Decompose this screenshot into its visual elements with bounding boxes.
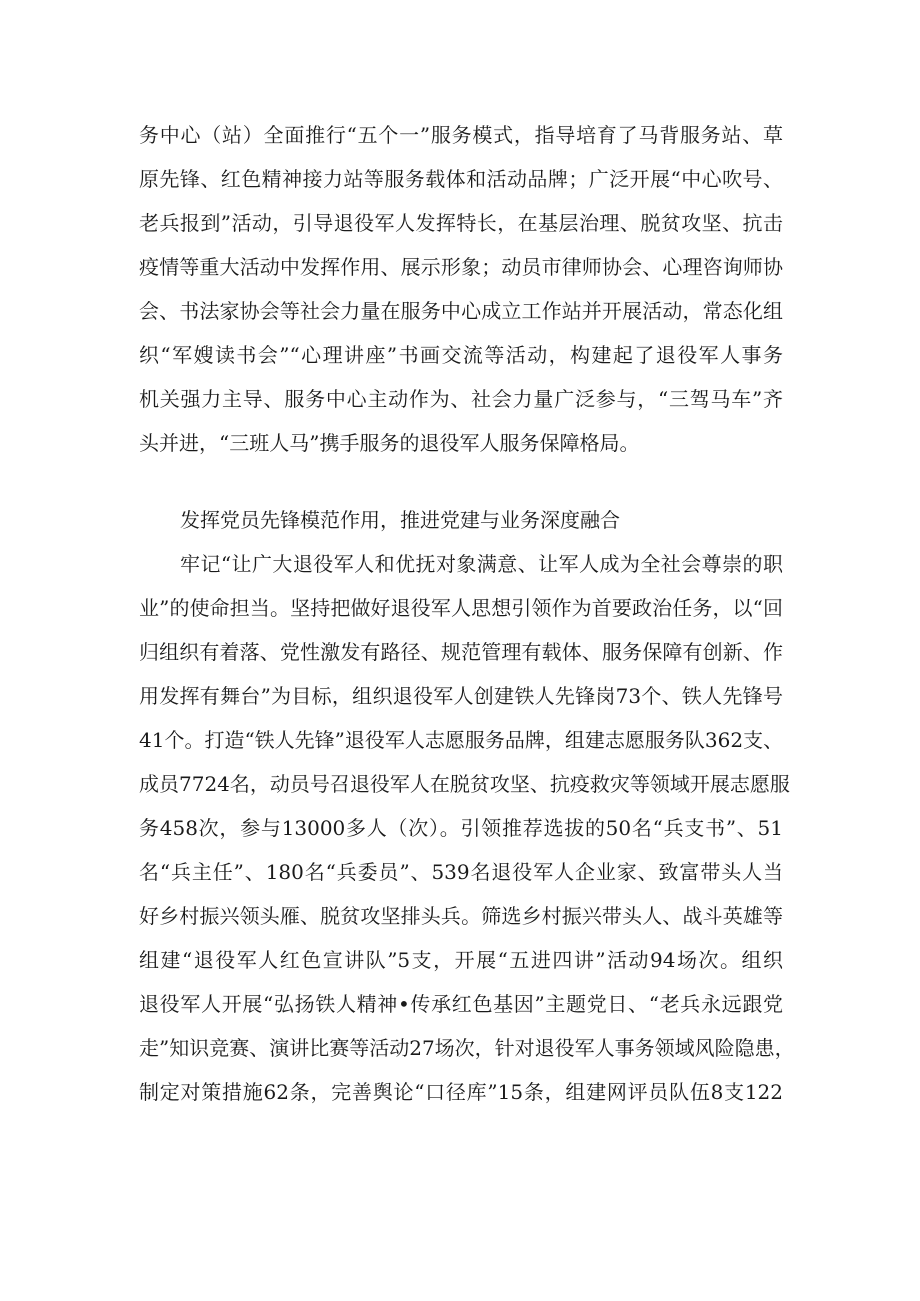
paragraph-1-line-4: 疫情等重大活动中发挥作用、展示形象；动员市律师协会、心理咨询师协 — [139, 255, 783, 279]
paragraph-1-line-6: 织“军嫂读书会”“心理讲座”书画交流等活动，构建起了退役军人事务 — [139, 343, 783, 367]
paragraph-2-line-2: 业”的使命担当。坚持把做好退役军人思想引领作为首要政治任务，以“回 — [139, 596, 783, 620]
paragraph-1-line-5: 会、书法家协会等社会力量在服务中心成立工作站并开展活动，常态化组 — [139, 299, 783, 323]
paragraph-2-line-9: 好乡村振兴领头雁、脱贫攻坚排头兵。筛选乡村振兴带头人、战斗英雄等 — [139, 904, 783, 928]
paragraph-2-line-11: 退役军人开展“弘扬铁人精神•传承红色基因”主题党日、“老兵永远跟党 — [139, 992, 783, 1016]
paragraph-2-line-1: 牢记“让广大退役军人和优抚对象满意、让军人成为全社会尊崇的职 — [180, 552, 783, 576]
paragraph-2-line-10: 组建“退役军人红色宣讲队”5支，开展“五进四讲”活动94场次。组织 — [139, 948, 783, 972]
paragraph-2-line-7: 务458次，参与13000多人（次）。引领推荐选拔的50名“兵支书”、51 — [139, 816, 783, 840]
section-heading: 发挥党员先锋模范作用，推进党建与业务深度融合 — [180, 508, 620, 532]
paragraph-1-line-2: 原先锋、红色精神接力站等服务载体和活动品牌；广泛开展“中心吹号、 — [139, 167, 783, 191]
paragraph-2-line-6: 成员7724名，动员号召退役军人在脱贫攻坚、抗疫救灾等领域开展志愿服 — [139, 772, 790, 796]
paragraph-1-line-1: 务中心（站）全面推行“五个一”服务模式，指导培育了马背服务站、草 — [139, 123, 783, 147]
paragraph-1-line-8: 头并进，“三班人马”携手服务的退役军人服务保障格局。 — [139, 431, 640, 455]
paragraph-2-line-5: 41个。打造“铁人先锋”退役军人志愿服务品牌，组建志愿服务队362支、 — [139, 728, 784, 752]
paragraph-2-line-3: 归组织有着落、党性激发有路径、规范管理有载体、服务保障有创新、作 — [139, 640, 783, 664]
paragraph-2-line-12: 走”知识竞赛、演讲比赛等活动27场次，针对退役军人事务领域风险隐患， — [139, 1036, 795, 1060]
paragraph-2-line-8: 名“兵主任”、180名“兵委员”、539名退役军人企业家、致富带头人当 — [139, 860, 783, 884]
paragraph-2-line-13: 制定对策措施62条，完善舆论“口径库”15条，组建网评员队伍8支122 — [139, 1080, 783, 1104]
paragraph-1-line-7: 机关强力主导、服务中心主动作为、社会力量广泛参与，“三驾马车”齐 — [139, 387, 783, 411]
paragraph-2-line-4: 用发挥有舞台”为目标，组织退役军人创建铁人先锋岗73个、铁人先锋号 — [139, 684, 783, 708]
paragraph-1-line-3: 老兵报到”活动，引导退役军人发挥特长，在基层治理、脱贫攻坚、抗击 — [139, 211, 783, 235]
